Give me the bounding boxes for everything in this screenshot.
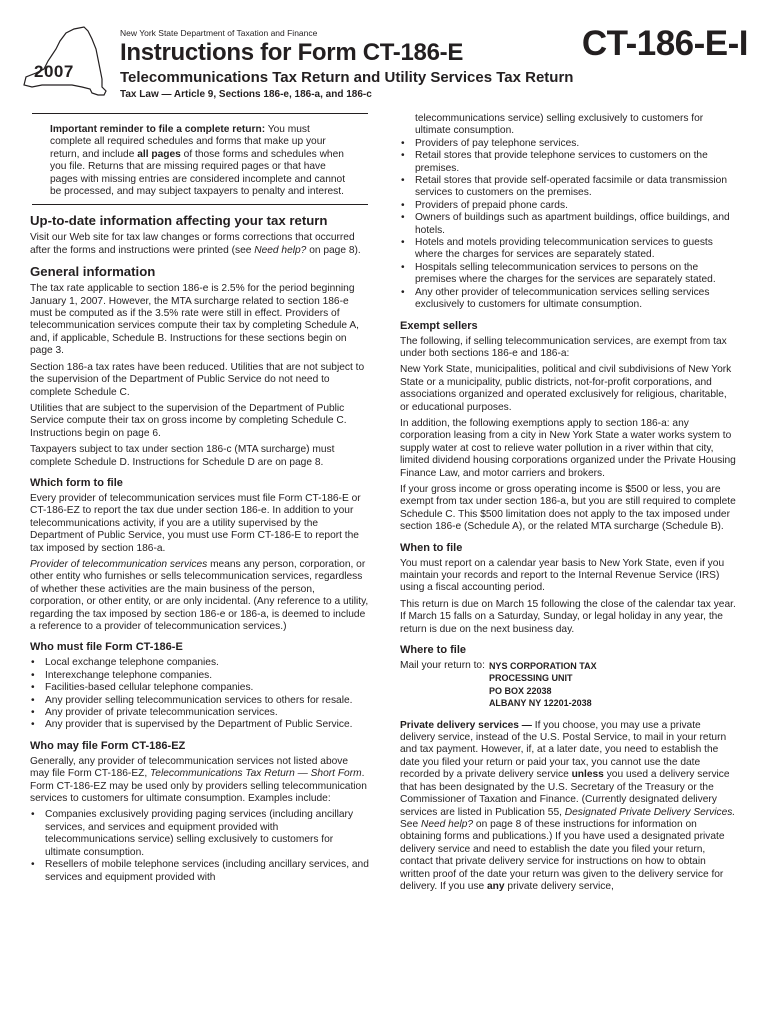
reminder-box xyxy=(32,113,368,205)
paragraph-text: private delivery service, xyxy=(504,880,614,892)
need-help-link[interactable]: Need help? xyxy=(420,818,474,830)
who-may-section xyxy=(30,740,370,884)
list-item xyxy=(400,237,738,262)
bullet-icon: • xyxy=(401,137,405,149)
list-item xyxy=(30,682,370,694)
who-may-heading: Who may file Form CT-186-EZ xyxy=(30,739,186,752)
list-item xyxy=(400,200,738,212)
list-item-text: Retail stores that provide self-operated facsimile or data transmission services to customers on the premises. xyxy=(415,175,727,199)
list-item-text: Any provider of private telecommunication services. xyxy=(45,707,278,719)
list-item xyxy=(400,175,738,200)
list-item-text: Hospitals selling telecommunication services to persons on the premises where the charges for the services are separately stated. xyxy=(415,261,716,286)
uptodate-text: Visit our Web site for tax law changes or forms corrections that occurred after the forms and instructions were printed (see xyxy=(30,232,355,256)
list-item xyxy=(30,695,370,707)
who-may-list xyxy=(30,809,370,883)
right-column xyxy=(400,113,738,897)
publication-title: Designated Private Delivery Services. xyxy=(564,806,736,818)
paragraph-text: you used a delivery service that has been designated by the U.S. Secretary of the Treasury or the Commissioner of Taxation and Finance. (Currently designated delivery services are listed in Publication 55, xyxy=(400,769,730,818)
address-line: NYS CORPORATION TAX xyxy=(488,661,597,672)
bullet-icon: • xyxy=(31,682,35,694)
left-column xyxy=(30,113,370,887)
where-section xyxy=(400,644,738,893)
exempt-paragraph: If your gross income or gross operating income is $500 or less, you are exempt from tax under section 186-a, but you are still required to complete Schedule C. This $500 limitation does not apply to the tax imposed under section 186-e (Schedule A), or the related MTA surcharge (Schedule B). xyxy=(400,483,736,533)
uptodate-text-end: on page 8). xyxy=(306,244,361,256)
mail-label: Mail your return to: xyxy=(400,660,485,672)
list-item-text: Companies exclusively providing paging services (including ancillary services, and services and equipment provided with telecommunications service) selling exclusively to customers for ultimate consumption. xyxy=(45,809,354,858)
general-heading: General information xyxy=(30,264,156,280)
list-item xyxy=(30,670,370,682)
exempt-paragraph: The following, if selling telecommunication services, are exempt from tax under both sections 186-e and 186-a: xyxy=(400,335,727,359)
paragraph-text: If you choose, you may use a private delivery service, instead of the U.S. Postal Service, to mail in your return and tax payment. However, if, at a later date, you need to establish the date you filed your return or paid your tax, you cannot use the date recorded by a private delivery service xyxy=(400,719,727,781)
when-heading: When to file xyxy=(400,541,463,554)
bullet-icon: • xyxy=(401,199,405,211)
list-item xyxy=(30,859,370,884)
list-item-text: Resellers of mobile telephone services (including ancillary services, and services and equipment provided with xyxy=(45,859,369,883)
unless-emphasis: unless xyxy=(571,769,604,781)
list-item-text: Hotels and motels providing telecommunication services to guests where the charges for services are separately stated. xyxy=(415,237,713,261)
private-delivery-paragraph xyxy=(400,720,738,894)
when-paragraph: This return is due on March 15 following the close of the calendar tax year. If March 15 falls on a Saturday, Sunday, or legal holiday in any year, the return is due on the next business day. xyxy=(400,598,736,635)
which-form-paragraph: Every provider of telecommunication services must file Form CT-186-E or CT-186-EZ to report the tax due under section 186-e. In addition to your telecommunications activity, if you are a utility supervised by the Department of Public Service, you must use Form CT-186-E to report the tax imposed by section 186-a. xyxy=(30,492,361,554)
any-emphasis: any xyxy=(487,880,505,892)
list-item-text: Providers of pay telephone services. xyxy=(415,137,580,149)
general-paragraph: Utilities that are subject to the supervision of the Department of Public Service compute their tax on gross income by completing Schedule C. Instructions begin on page 6. xyxy=(30,402,347,439)
paragraph-text: on page 8 of these instructions for information on obtaining forms and publications.) If you have used a designated private delivery service and need to establish the date you filed your return, contact that private delivery service for instructions on how to obtain written proof of the date your return was given to the delivery service for delivery. If you use xyxy=(400,818,725,892)
continued-item-text: telecommunications service) selling exclusively to customers for ultimate consumption. xyxy=(415,113,704,137)
who-must-list xyxy=(30,657,370,731)
address-line: ALBANY NY 12201-2038 xyxy=(488,698,592,709)
page-header xyxy=(0,0,770,115)
bullet-icon: • xyxy=(401,175,405,187)
bullet-icon: • xyxy=(31,707,35,719)
where-heading: Where to file xyxy=(400,644,467,657)
mailing-address-block xyxy=(400,660,738,710)
list-item-text: Providers of prepaid phone cards. xyxy=(415,199,568,211)
tax-year: 2007 xyxy=(34,62,74,81)
exempt-heading: Exempt sellers xyxy=(400,319,478,332)
page-subtitle: Telecommunications Tax Return and Utility Services Tax Return xyxy=(120,69,574,86)
uptodate-heading: Up-to-date information affecting your tax return xyxy=(30,213,328,229)
bullet-icon: • xyxy=(401,286,405,298)
tax-law-reference: Tax Law — Article 9, Sections 186-e, 186-a, and 186-c xyxy=(120,89,372,100)
list-item xyxy=(30,719,370,731)
reminder-lead: Important reminder to file a complete return: xyxy=(50,124,266,135)
list-item-text: Any other provider of telecommunication services selling services exclusively to customers for ultimate consumption. xyxy=(415,286,710,311)
exempt-paragraph: In addition, the following exemptions apply to section 186-a: any corporation leasing from a city in New York State a water works system to supply water at cost to relieve water pollution in a river within that city, limited dividend housing corporations organized under the Private Housing Finance Law, and motor carriers and brokers. xyxy=(400,417,736,479)
which-form-section xyxy=(30,477,370,633)
list-item-text: Any provider selling telecommunication services to others for resale. xyxy=(45,694,353,706)
bullet-icon: • xyxy=(31,719,35,731)
form-number: CT-186-E-I xyxy=(581,24,748,63)
list-item-text: Interexchange telephone companies. xyxy=(45,669,213,681)
who-must-heading: Who must file Form CT-186-E xyxy=(30,641,183,654)
bullet-icon: • xyxy=(31,859,35,871)
list-item-text: Owners of buildings such as apartment buildings, office buildings, and hotels. xyxy=(415,212,730,236)
list-item xyxy=(30,707,370,719)
who-may-text: . Form CT-186-EZ may be used only by providers selling telecommunication services to customers for ultimate consumption. Examples include: xyxy=(30,768,367,805)
provider-term: Provider of telecommunication services xyxy=(30,558,208,570)
list-item-text: Any provider that is supervised by the Department of Public Service. xyxy=(45,719,353,731)
list-item xyxy=(30,809,370,859)
reminder-text-1: You must complete all required schedules and forms that make up your return, and include xyxy=(50,124,326,160)
list-item-text: Local exchange telephone companies. xyxy=(45,657,219,669)
general-section xyxy=(30,265,370,469)
bullet-icon: • xyxy=(401,212,405,224)
who-may-text: Generally, any provider of telecommunication services not listed above may file Form CT-186-EZ, xyxy=(30,755,349,780)
list-item-text: Retail stores that provide telephone services to customers on the premises. xyxy=(415,150,708,174)
bullet-icon: • xyxy=(31,669,35,681)
list-item xyxy=(400,262,738,287)
general-paragraph: The tax rate applicable to section 186-e is 2.5% for the period beginning January 1, 2007. However, the MTA surcharge related to section 186-e must be computed as if the 3.5% rate were still in effect. Providers of telecommunication services compute their tax by completing Schedule A, and, if applicable, Schedule B. Instructions for these sections begin on page 3. xyxy=(30,283,359,357)
bullet-icon: • xyxy=(31,657,35,669)
paragraph-text: See xyxy=(400,818,421,830)
page-title: Instructions for Form CT-186-E xyxy=(120,39,464,66)
when-paragraph: You must report on a calendar year basis to New York State, even if you maintain your records and report to the Internal Revenue Service (IRS) using a fiscal accounting period. xyxy=(400,557,725,594)
list-item-text: Facilities-based cellular telephone companies. xyxy=(45,682,254,694)
exempt-paragraph: New York State, municipalities, political and civil subdivisions of New York State or a municipality, public districts, not-for-profit corporations, and associations organized and operated exclusively for religious, charitable, or educational purposes. xyxy=(400,364,732,413)
mailing-address xyxy=(489,660,597,710)
which-form-heading: Which form to file xyxy=(30,476,123,489)
list-item xyxy=(400,287,738,312)
department-name: New York State Department of Taxation and Finance xyxy=(120,28,318,38)
list-item xyxy=(400,212,738,237)
short-form-title: Telecommunications Tax Return — Short Form xyxy=(150,768,362,780)
provider-definition: means any person, corporation, or other entity who furnishes or sells telecommunication services, regardless of whether these activities are the main business of the person, corporation, or other entity, or are only incidental. (Any reference to a utility, regarding the tax imposed by section 186-e or 186-a, is deemed to include a reference to a provider of telecommunication services.) xyxy=(30,558,369,632)
uptodate-section xyxy=(30,214,370,257)
who-must-section xyxy=(30,641,370,731)
list-item xyxy=(30,657,370,669)
private-delivery-lead: Private delivery services — xyxy=(400,719,532,731)
bullet-icon: • xyxy=(401,261,405,273)
list-item xyxy=(400,150,738,175)
bullet-icon: • xyxy=(31,694,35,706)
ez-examples-list xyxy=(400,138,738,312)
bullet-icon: • xyxy=(31,809,35,821)
reminder-text-2: of those forms and schedules when you file. Returns that are missing required pages or that have pages with missing entries are considered incomplete and cannot be processed, and may subject taxpayers to penalty and interest. xyxy=(50,148,346,198)
list-item xyxy=(400,138,738,150)
bullet-icon: • xyxy=(401,150,405,162)
general-paragraph: Taxpayers subject to tax under section 186-c (MTA surcharge) must complete Schedule D. Instructions for Schedule D are on page 8. xyxy=(30,444,335,468)
reminder-emphasis: all pages xyxy=(137,148,181,160)
bullet-icon: • xyxy=(401,237,405,249)
when-section xyxy=(400,542,738,636)
need-help-link[interactable]: Need help? xyxy=(254,244,307,256)
address-line: PROCESSING UNIT xyxy=(488,673,573,684)
exempt-section xyxy=(400,320,738,534)
address-line: PO BOX 22038 xyxy=(488,685,552,696)
general-paragraph: Section 186-a tax rates have been reduced. Utilities that are not subject to the supervision of the Department of Public Service do not need to complete Schedule C. xyxy=(30,361,365,398)
